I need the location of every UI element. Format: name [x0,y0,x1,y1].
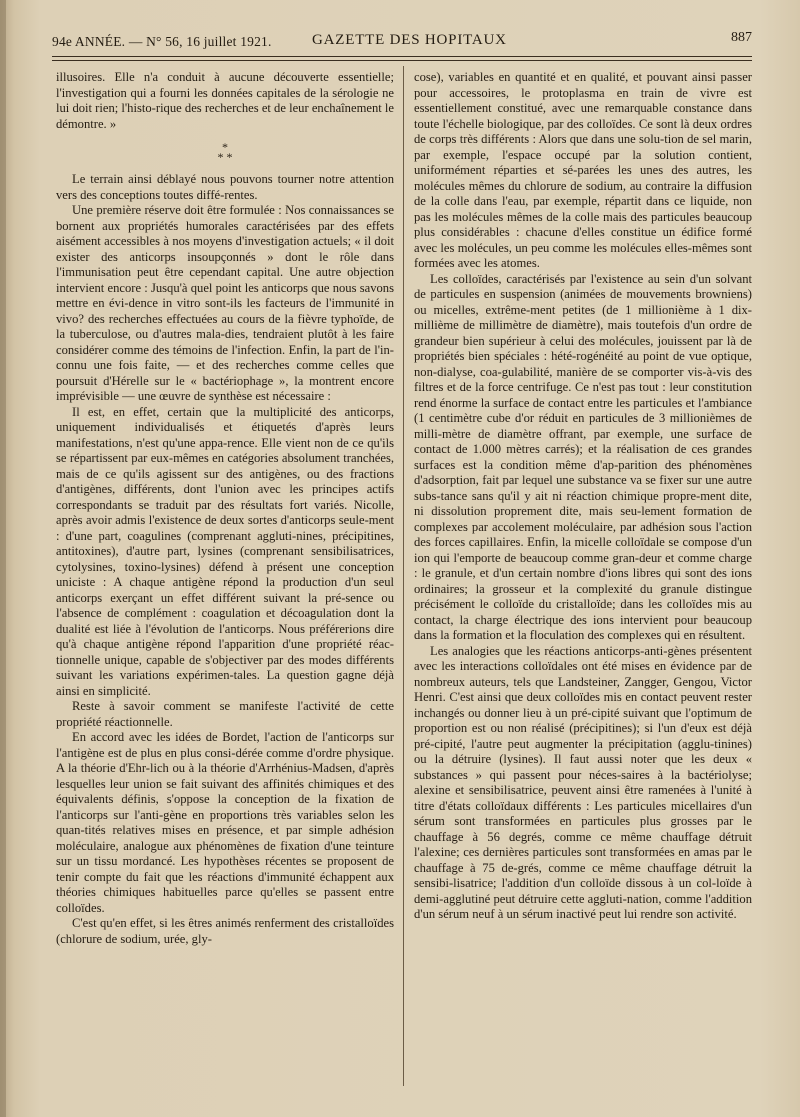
paragraph: Une première réserve doit être formulée : Nos connaissances se bornent aux propriétés humorales caractérisées par des effets aisément accessibles à nos moyens d'investigation actuels; « il doit exister des anticorps insoupçonnés » dont le rôle dans l'immunisation peut être cependant capital. Une autre objection intervient encore : Jusqu'à quel point les anticorps que nous savons mettre en évi-dence in vitro sont-ils les facteurs de l'immunité in vivo? des recherches effectuées au cours de la fièvre typhoïde, de la tuberculose, ou d'autres mala-dies, tendraient plutôt à les faire considérer comme des témoins de l'infection. Enfin, la part de l'in-connu une fois faite, — et des recherches comme celles que poursuit d'Hérelle sur le « bactériophage », la montrent encore imprévisible — une œuvre de synthèse est nécessaire : [56,203,394,403]
header-issue-info: 94e ANNÉE. — N° 56, 16 juillet 1921. [52,34,272,49]
asterism-bottom: * * [217,150,233,164]
right-column [414,70,752,1090]
paragraph: En accord avec les idées de Bordet, l'action de l'anticorps sur l'antigène est de plus en plus consi-dérée comme d'ordre physique. A la théorie d'Ehr-lich ou à la théorie d'Arrhénius-Madsen, d'après lesquelles leur union se fait suivant des affinités chimiques et des équivalents définis, s'oppose la conception de la fixation de l'anticorps sur l'anti-gène en proportions très variables selon les quan-tités relatives mises en présence, et par simple adhésion moléculaire, analogue aux phénomènes de fixation d'une teinture sur un tissu mordancé. Les hypothèses récentes se proposent de tenir compte du fait que les réactions d'immunité échappent aux théories chimiques habituelles parce qu'elles se passent entre colloïdes. [56,730,394,915]
header-page-number: 887 [731,30,752,45]
page-binding-edge [0,0,6,1117]
paragraph: illusoires. Elle n'a conduit à aucune découverte essentielle; l'investigation qui a fourni les données capitales de la sérologie ne lui doit rien; l'histo-rique des recherches et de leur enchaînement le démontre. » [56,70,394,131]
header-journal-title: GAZETTE DES HOPITAUX [312,32,507,48]
left-column [56,70,394,1090]
column-divider [403,66,404,1086]
paragraph: Les colloïdes, caractérisés par l'existence au sein d'un solvant de particules en suspension (animées de mouvements browniens) ou micelles, extrême-ment petites (de 1 millionième à 1 dix-millième de millimètre de diamètre), mais toutefois d'un ordre de grandeur bien supérieur à celui des molécules, jouissent par là de propriétés bien spéciales : hété-rogénéité au point de vue optique, non-dialyse, coa-gulabilité, manière de se comporter vis-à-vis des filtres et de la force centrifuge. Ce n'est pas tout : leur constitution rend énorme la surface de contact entre les particules et l'ambiance (1 centimètre cube d'or réduit en particules de 3 millionièmes de milli-mètre de diamètre offrant, par exemple, une surface de contact de 1.000 mètres carrés); et la réalisation de ces grandes surfaces est la condition même d'ap-parition des phénomènes d'adsorption, fait par lequel une substance va se fixer sur une autre subs-tance sans qu'il y ait ni réaction chimique propre-ment dite, ni dissolution proprement dite, mais seu-lement formation de complexes par accolement moléculaire, par adhésion sous l'action des forces capillaires. Enfin, la micelle colloïdale se compose d'un ion qui l'emporte de beaucoup comme gran-deur et comme charge : le granule, et d'un certain nombre d'ions libres qui sont des ions ordinaires; la grosseur et la complexité du granule distingue précisément le colloïde du cristalloïde; dans les colloïdes mis au contact, la charge électrique des ions intervient pour beaucoup dans la formation et la floculation des complexes qui en résultent. [414,271,752,642]
paragraph: Les analogies que les réactions anticorps-anti-gènes présentent avec les interactions colloïdales ont été mises en évidence par de nombreux auteurs, tels que Landsteiner, Zangger, Gengou, Victor Henri. C'est ainsi que deux colloïdes mis en contact peuvent rester inchangés ou donner lieu à un pré-cipité suivant que l'optimum de proportion est ou non réalisé (précipitines); si l'un d'eux est déjà pré-cipité, l'autre peut augmenter la précipitation (agglu-tinines) ou la détruire (lysines). Il faut aussi noter que les deux « substances » qui passent pour néces-saires à la bactériolyse; alexine et sensibilisatrice, peuvent ainsi être ramenées à l'unité à titre d'états colloïdaux différents : Les particules micellaires d'un sérum sont transformées en particules plus grosses par le chauffage à 56 degrés, comme ce même chauffage détruit l'alexine; ces dernières particules sont transformées en amas par le chauffage à 75 de-grés, comme ce même chauffage détruit la sensibi-lisatrice; l'addition d'un colloïde dissous à un col-loïde à demi-agglutiné peut détruire cette aggluti-nation, comme l'addition d'un sérum neuf à un sérum inactivé peut lui rendre son activité. [414,643,752,921]
paragraph: Reste à savoir comment se manifeste l'activité de cette propriété réactionnelle. [56,699,394,729]
paragraph: C'est qu'en effet, si les êtres animés renferment des cristalloïdes (chlorure de sodium, urée, gly- [56,916,394,946]
header-rule-thin [52,60,752,61]
paragraph: Le terrain ainsi déblayé nous pouvons tourner notre attention vers des conceptions toutes diffé-rentes. [56,172,394,202]
header-rule-thick [52,56,752,57]
paragraph: Il est, en effet, certain que la multiplicité des anticorps, uniquement individualisés et étiquetés d'après leurs manifestations, n'est qu'une appa-rence. Elle vient non de ce qu'ils se répartissent par eux-mêmes en catégories absolument tranchées, mais de ce qu'ils agissent sur des antigènes, ou des fractions d'antigènes, différents, dont l'union avec les principes actifs correspondants se traduit par des résultats fort variés. Nicolle, après avoir admis l'existence de deux sortes d'anticorps seule-ment : d'une part, coagulines (comprenant aggluti-nines, précipitines, antitoxines), d'autre part, lysines (comprenant sensibilisatrices, cytolysines, toxino-lysines) défend à présent une conception uniciste : A chaque antigène répond la production d'un seul anticorps exerçant un effet différent suivant la pré-sence ou l'absence de complément : coagulation et décoagulation dont la dualité est liée à l'évolution de l'anticorps. Nous préférerions dire qu'à chaque antigène répond l'apparition d'une propriété réac-tionnelle unique, capable de s'objectiver par des modes différents suivant les variations expérimen-tales. La question gagne déjà ainsi en simplicité. [56,404,394,698]
section-asterism [56,142,394,162]
asterism-top: * [222,140,228,154]
running-header [52,28,752,54]
paragraph: cose), variables en quantité et en qualité, et pouvant ainsi passer pour accessoires, le protoplasma en train de vivre est essentiellement constitué, avec une remarquable constance dans toute l'échelle biologique, par des colloïdes. Ce sont là deux ordres de corps très différents : Alors que dans une solu-tion de sel marin, par exemple, l'espace occupé par la solution contient, uniformément réparties et sé-parées les unes des autres, les molécules mêmes du chlorure de sodium, au contraire la diffusion de la colle dans l'eau, par exemple, répartit dans ce liquide, non pas les molécules mêmes de la colle mais des particules beaucoup plus considérables : chacune d'elles constitue un édifice formé avec les molécules, un peu comme les molécules elles-mêmes sont formées avec les atomes. [414,70,752,270]
